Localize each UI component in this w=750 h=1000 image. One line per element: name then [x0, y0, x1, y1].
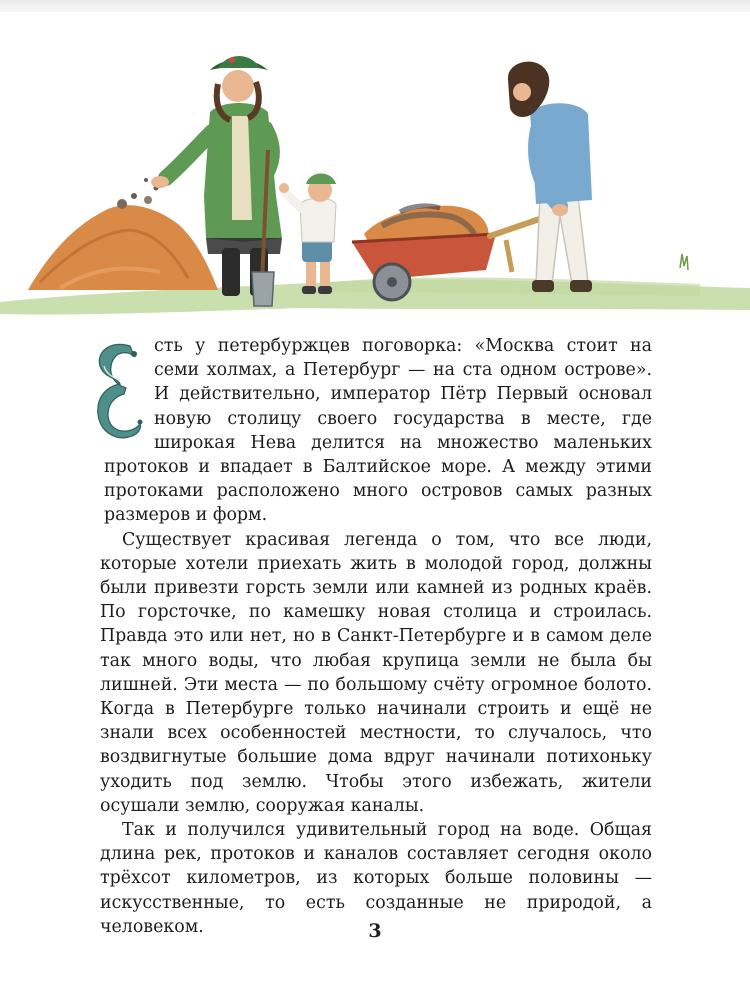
earth-pile — [28, 178, 218, 290]
paragraph-2: Существует красивая легенда о том, что все люди, которые хотели приехать жить в молодой город, должны были привезти горсть земли или камней из родных краёв. По горсточке, по камешку новая столица и строилась. Правда это или нет, но в Санкт-Петербурге и в самом деле так много воды, что любая крупица земли не была бы лишней. Эти места — по большому счёту огромное болото. Когда в Петербурге только начинали строить и ещё не знали всех особенностей местности, то случалось, что воздвигнутые большие дома вдруг начинали потихоньку уходить под землю. Чтобы этого избежать, жители осушали землю, сооружая каналы. — [100, 529, 652, 816]
figure-worker — [508, 62, 592, 292]
paragraph-1: сть у петербуржцев поговорка: «Москва стоит на семи холмах, а Петербург — на ста одном острове». И действительно, император Пётр Первый основал новую столицу своего государства в месте, где широкая Нева делится на множество маленьких протоков и впадает в Балтийское море. А между этими протоками расположено много островов самых разных размеров и форм. — [104, 336, 652, 526]
page-number: 3 — [368, 920, 382, 942]
top-edge-strip — [0, 0, 750, 12]
paragraph-3: Так и получился удивительный город на воде. Общая длина рек, протоков и каналов составляет сегодня около трёхсот километров, из которых больше половины — искусственные, то есть созданные не природой, а человеком. — [100, 820, 652, 937]
main-text — [100, 334, 652, 939]
figure-boy — [279, 174, 336, 295]
illustration-founding-scene — [0, 20, 750, 320]
drop-cap-letter — [90, 336, 146, 448]
